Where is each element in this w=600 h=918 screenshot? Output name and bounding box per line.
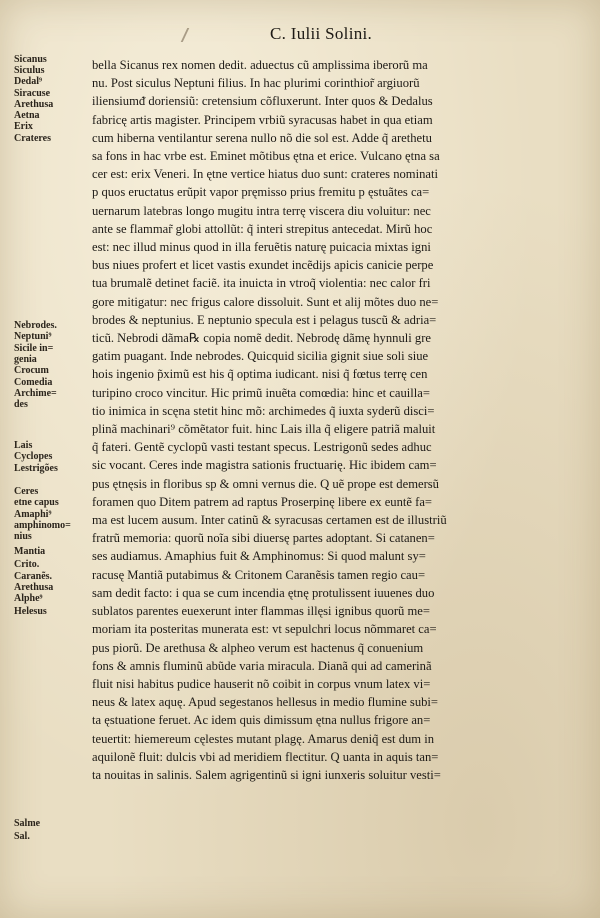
margin-note: Sicanus [14,54,47,65]
margin-note: Amaphi⁹ [14,509,52,520]
text-line: aquilonẽ fluit: dulcis vbi ad meridiem flectitur. Q uanta in aquis tan= [92,749,439,764]
margin-note: Cyclopes [14,451,53,462]
margin-note: des [14,399,28,410]
margin-note: nius [14,531,32,542]
margin-note: Crateres [14,133,52,144]
text-line: gore mitigatur: nec frigus calore dissoluit. Sunt et alij mõtes duo ne= [92,294,439,309]
text-line: ta ęstuatione feruet. Ac idem quis dimissum ętna nullus frigore an= [92,713,431,728]
text-line: bella Sicanus rex nomen dedit. aduectus cũ amplissima iberorũ ma [92,58,428,72]
margin-note: Helesus [14,606,47,617]
text-line: gatim puagant. Inde nebrodes. Quicquid sicilia gignit siue soli siue [92,349,429,364]
text-line: tio inimica in scęna stetit hinc mõ: archimedes q̃ iuxta syderũ disci= [92,403,435,418]
pen-mark [181,28,206,42]
margin-note: Siracuse [14,88,51,99]
text-line: sam dedit facto: i qua se cum incendia ętnę protulissent iuuenes duo [92,585,435,600]
text-line: neus & latex aquę. Apud segestanos hellesus in medio flumine subi= [92,695,439,710]
margin-note: Caranẽs. [14,571,53,582]
margin-note: Neptuni⁹ [14,331,52,342]
text-line: pus piorũ. De arethusa & alpheo verum est hactenus q̃ conuenium [92,640,424,655]
text-line: sic vocant. Ceres inde magistra sationis fructuarię. Hic ibidem cam= [92,458,437,473]
text-line: p quos eructatus erũpit vapor pręmisso prius fremitu p ęstuãtes ca= [92,185,430,200]
margin-note: Siculus [14,65,45,76]
text-line: moriam ita posteritas munerata est: vt sepulchri locus nõmmaret ca= [92,622,437,637]
text-line: bus niues profert et licet vastis exundet incẽdijs apicis canicie perpe [92,258,434,273]
text-line: tua brumalẽ detinet faciẽ. ita inuicta in vtroq̃ violentia: nec calor fri [92,276,431,291]
margin-note: Archime= [14,388,57,399]
text-line: brodes & neptunius. E neptunio specula est i pelagus tuscũ & adria= [92,312,437,327]
margin-note: Alphe⁹ [14,593,43,604]
text-line: hois ingenio p̃ximũ est his q̃ optima iudicant. nisi q̃ fœtus terrę cen [92,367,428,382]
margin-note: Crocum [14,365,49,376]
text-line: ticũ. Nebrodi dãma℞ copia nomẽ dedit. Nebrodę dãmę hynnuli gre [92,331,431,346]
text-line: ta nouitas in salinis. Salem agrigentinũ si igni iunxeris soluitur vesti= [92,767,441,782]
margin-note: amphinomo= [14,520,71,531]
text-line: turipino croco vincitur. Hic primũ inuẽta comœdia: hinc et cauilla= [92,385,430,400]
margin-note: Nebrodes. [14,320,57,331]
text-line: ses audiamus. Amaphius fuit & Amphinomus: Si quod malunt sy= [92,549,426,564]
text-line: q̃ fateri. Gentẽ cyclopũ vasti testant specus. Lestrigonũ sedes adhuc [92,440,432,455]
text-line: racusę Mantiã putabimus & Critonem Caranẽsis tamen regio cau= [92,567,426,582]
text-line: plinã machinari⁹ cõmẽtator fuit. hinc Lais illa q̃ eligere patriã maluit [92,422,436,437]
margin-note: Sicile in= [14,343,54,354]
text-line: fons & amnis fluminũ abũde varia miracula. Dianã qui ad camerinã [92,658,432,673]
text-line: fabricę artis magister. Principem vrbiũ syracusas habet in qua etiam [92,112,433,127]
text-line: pus ętnęsis in floribus sp & omni vernus die. Q uẽ prope est demersũ [92,476,439,491]
margin-note: genia [14,354,37,365]
text-line: fluit nisi habitus pudice hauserit nõ coibit in corpus vnum latex vi= [92,676,431,691]
text-line: cer est: erix Veneri. In ętne vertice hiatus duo sunt: crateres nominati [92,167,438,182]
text-line: fratrũ memoria: quorũ noĩa sibi diuersę partes adoptant. Si catanen= [92,531,435,546]
margin-note: etne capus [14,497,59,508]
text-line: sa fons in hac vrbe est. Eminet mõtibus ętna et erice. Vulcano ętna sa [92,149,440,164]
text-line: foramen quo Ditem patrem ad raptus Proserpinę libere ex euntẽ fa= [92,494,433,509]
running-head: C. Iulii Solini. [270,24,373,43]
margin-note: Mantia [14,546,46,557]
main-text-block [92,56,588,784]
text-line: est: nec illud minus quod in illa feruẽtis naturę puicacia mixtas igni [92,240,431,255]
margin-note: Crito. [14,559,40,570]
margin-note: Dedal⁹ [14,76,42,87]
margin-note: Ceres [14,486,39,497]
text-line: ma est lucem ausum. Inter catinũ & syracusas certamen est de illustriũ [92,513,447,528]
margin-note: Aetna [14,110,40,121]
margin-note: Comedia [14,377,53,388]
margin-note: Lais [14,440,33,451]
text-line: ante se flammar̃ globi attollũt: q̃ interi strepitus antecedat. Mirũ hoc [92,221,433,236]
text-line: cum hiberna ventilantur serena nullo nõ die sol est. Adde q̃ arethetu [92,130,432,145]
text-line: teuertit: hiemereum cęlestes mutant plagę. Amarus deniq̃ est dum in [92,731,435,746]
margin-note: Salme [14,818,41,829]
margin-note: Arethusa [14,582,54,593]
text-line: nu. Post siculus Neptuni filius. In hac plurimi corinthior̃ argiuorũ [92,76,420,91]
margin-note: Erix [14,121,33,132]
margin-note: Sal. [14,831,30,842]
text-line: iliensiumᵭ doriensiũ: cretensium cõfluxerunt. Inter quos & Dedalus [92,94,433,109]
text-line: sublatos parentes euexerunt inter flammas illęsi ignibus quorũ me= [92,604,430,619]
text-line: uernarum latebras longo mugitu intra terrę viscera diu voluitur: nec [92,203,431,218]
margin-note: Arethusa [14,99,54,110]
margin-note: Lestrigões [14,463,58,474]
